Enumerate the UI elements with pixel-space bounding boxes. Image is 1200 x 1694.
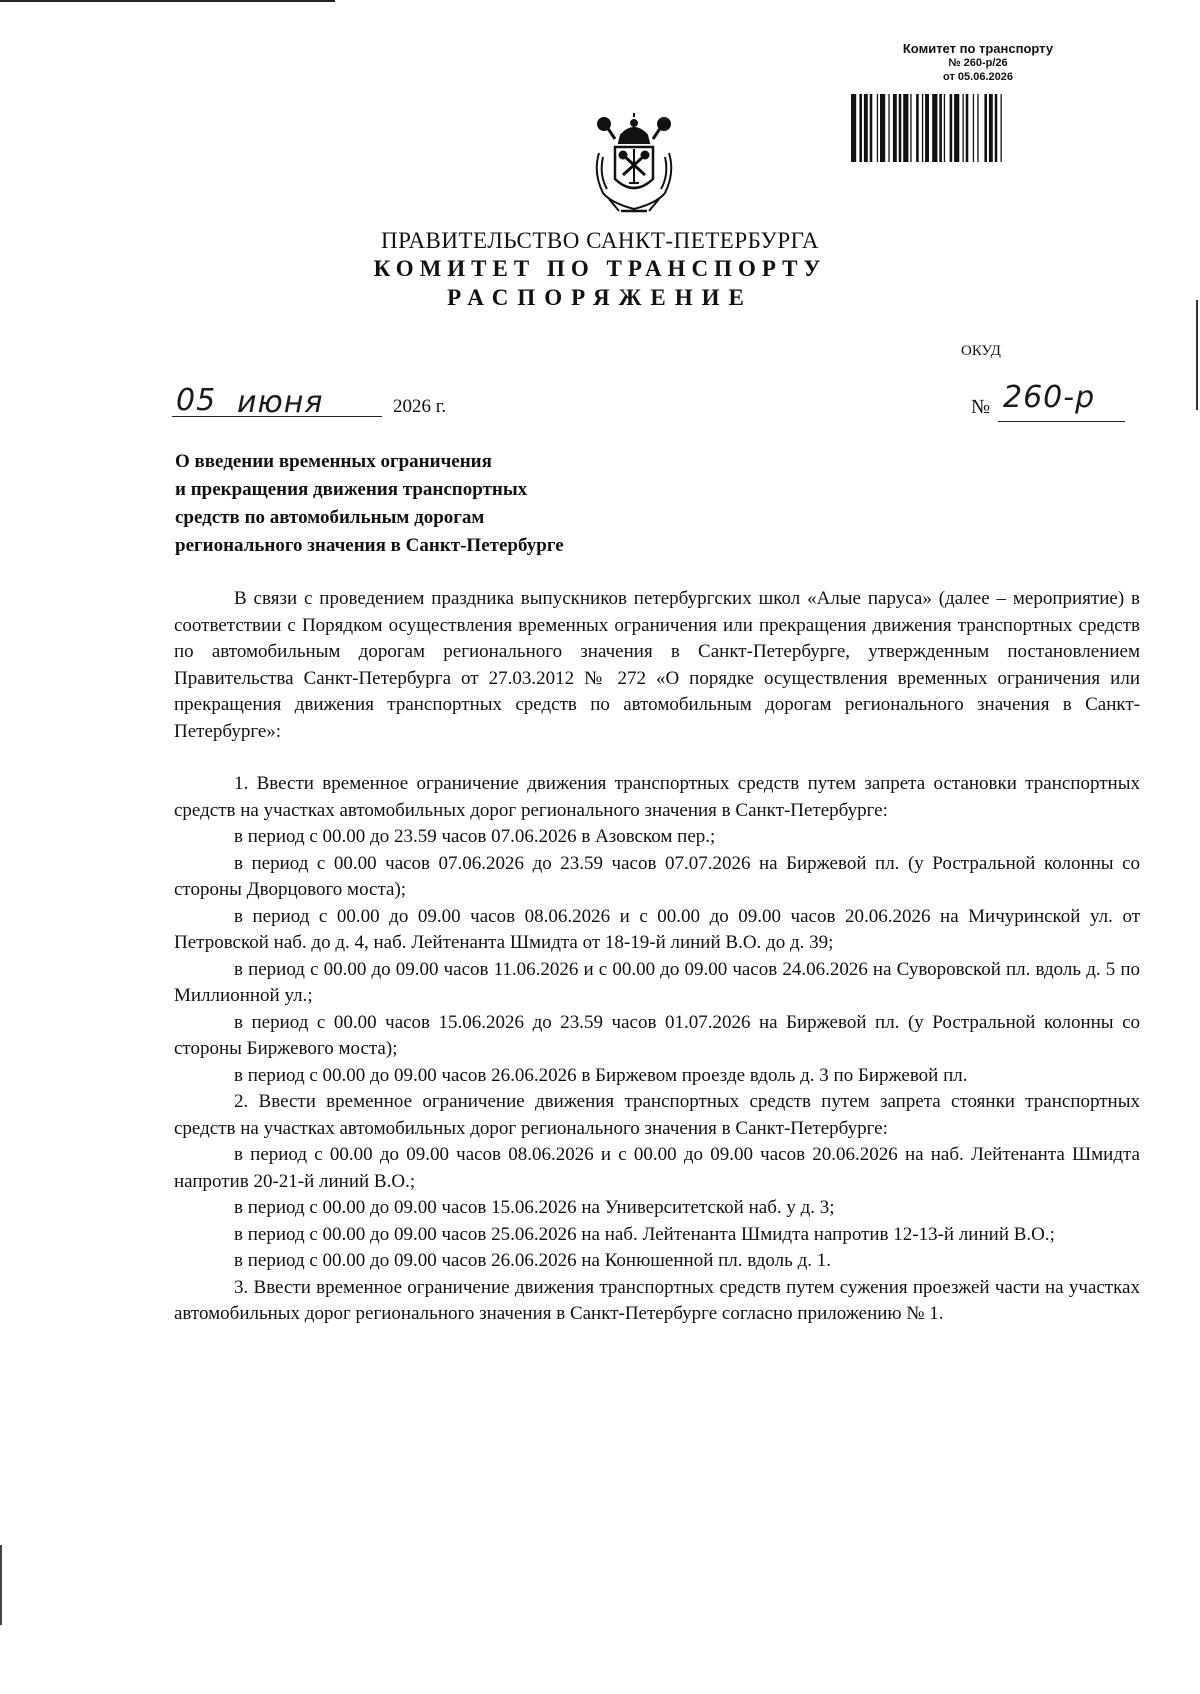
registration-stamp [840,42,1116,84]
document-type-heading: РАСПОРЯЖЕНИЕ [447,285,753,310]
stamp-line-2: № 260-р/26 [948,57,1008,69]
barcode-icon [851,94,1113,162]
document-number: 260-р [1003,380,1096,415]
stamp-line-1: Комитет по транспорту [902,41,1054,56]
title-line: регионального значения в Санкт-Петербурге [175,535,564,556]
date-month: июня [237,385,324,420]
number-label: № [971,396,991,418]
scan-edge-top [0,0,335,2]
clause-1-item: в период с 00.00 до 23.59 часов 07.06.2026 в Азовском пер.; [234,826,716,847]
scan-edge-right [1196,300,1198,410]
clause-2-item: в период с 00.00 до 09.00 часов 25.06.2026 на наб. Лейтенанта Шмидта напротив 12-13-й линий В.О.; [234,1223,1055,1245]
clause-2: 2. Ввести временное ограничение движения транспортных средств путем запрета стоянки транспортных средств на участках автомобильных дорог регионального значения в Санкт-Петербурге: [174,1091,1140,1139]
st-petersburg-coat-of-arms-icon [589,113,679,215]
clause-1-item: в период с 00.00 до 09.00 часов 26.06.2026 в Биржевом проезде вдоль д. 3 по Биржевой пл. [234,1064,968,1086]
committee-heading: КОМИТЕТ ПО ТРАНСПОРТУ [373,256,827,281]
clause-2-item: в период с 00.00 до 09.00 часов 15.06.2026 на Университетской наб. у д. 3; [234,1197,835,1218]
date-year: 2026 г. [393,396,447,417]
clause-1: 1. Ввести временное ограничение движения транспортных средств путем запрета остановки транспортных средств на участках автомобильных дорог регионального значения в Санкт-Петербурге: [174,773,1140,821]
clause-1-item: в период с 00.00 часов 07.06.2026 до 23.59 часов 07.07.2026 на Биржевой пл. (у Ростральной колонны со стороны Дворцового моста); [174,852,1140,900]
title-line: и прекращения движения транспортных [175,479,528,500]
clause-1-item: в период с 00.00 часов 15.06.2026 до 23.59 часов 01.07.2026 на Биржевой пл. (у Ростральной колонны со стороны Биржевого моста); [174,1011,1140,1059]
document-title [175,448,735,560]
clause-1-item: в период с 00.00 до 09.00 часов 08.06.2026 и с 00.00 до 09.00 часов 20.06.2026 на Мичуринской ул. от Петровской наб. до д. 4, наб. Лейтенанта Шмидта от 18-19-й линий В.О. до д. 39; [174,905,1140,953]
stamp-line-3: от 05.06.2026 [943,71,1013,83]
clause-2-item: в период с 00.00 до 09.00 часов 08.06.2026 и с 00.00 до 09.00 часов 20.06.2026 на наб. Лейтенанта Шмидта напротив 20-21-й линий В.О.; [174,1144,1140,1192]
document-body [174,586,1140,1328]
title-line: средств по автомобильным дорогам [175,507,485,528]
title-line: О введении временных ограничения [175,451,492,472]
date-day: 05 [176,383,217,418]
clause-3: 3. Ввести временное ограничение движения транспортных средств путем сужения проезжей части на участках автомобильных дорог регионального значения в Санкт-Петербурге согласно приложению № 1. [174,1276,1140,1324]
clause-2-item: в период с 00.00 до 09.00 часов 26.06.2026 на Конюшенной пл. вдоль д. 1. [234,1250,831,1271]
scan-edge-left [0,1545,2,1625]
government-heading: ПРАВИТЕЛЬСТВО САНКТ-ПЕТЕРБУРГА [380,228,820,253]
okud-label: ОКУД [961,343,1001,359]
preamble-paragraph: В связи с проведением праздника выпускников петербургских школ «Алые паруса» (далее – мероприятие) в соответствии с Порядком осуществления временных ограничения или прекращения движения транспортных средств по автомобильным дорогам регионального значения в Санкт-Петербурге, утвержденным постановлением Правительства Санкт-Петербурга от 27.03.2012 № 272 «О порядке осуществления временных ограничения или прекращения движения транспортных средств по автомобильным дорогам регионального значения в Санкт-Петербурге»: [174,588,1140,742]
clause-1-item: в период с 00.00 до 09.00 часов 11.06.2026 и с 00.00 до 09.00 часов 24.06.2026 на Суворовской пл. вдоль д. 5 по Миллионной ул.; [174,958,1140,1006]
